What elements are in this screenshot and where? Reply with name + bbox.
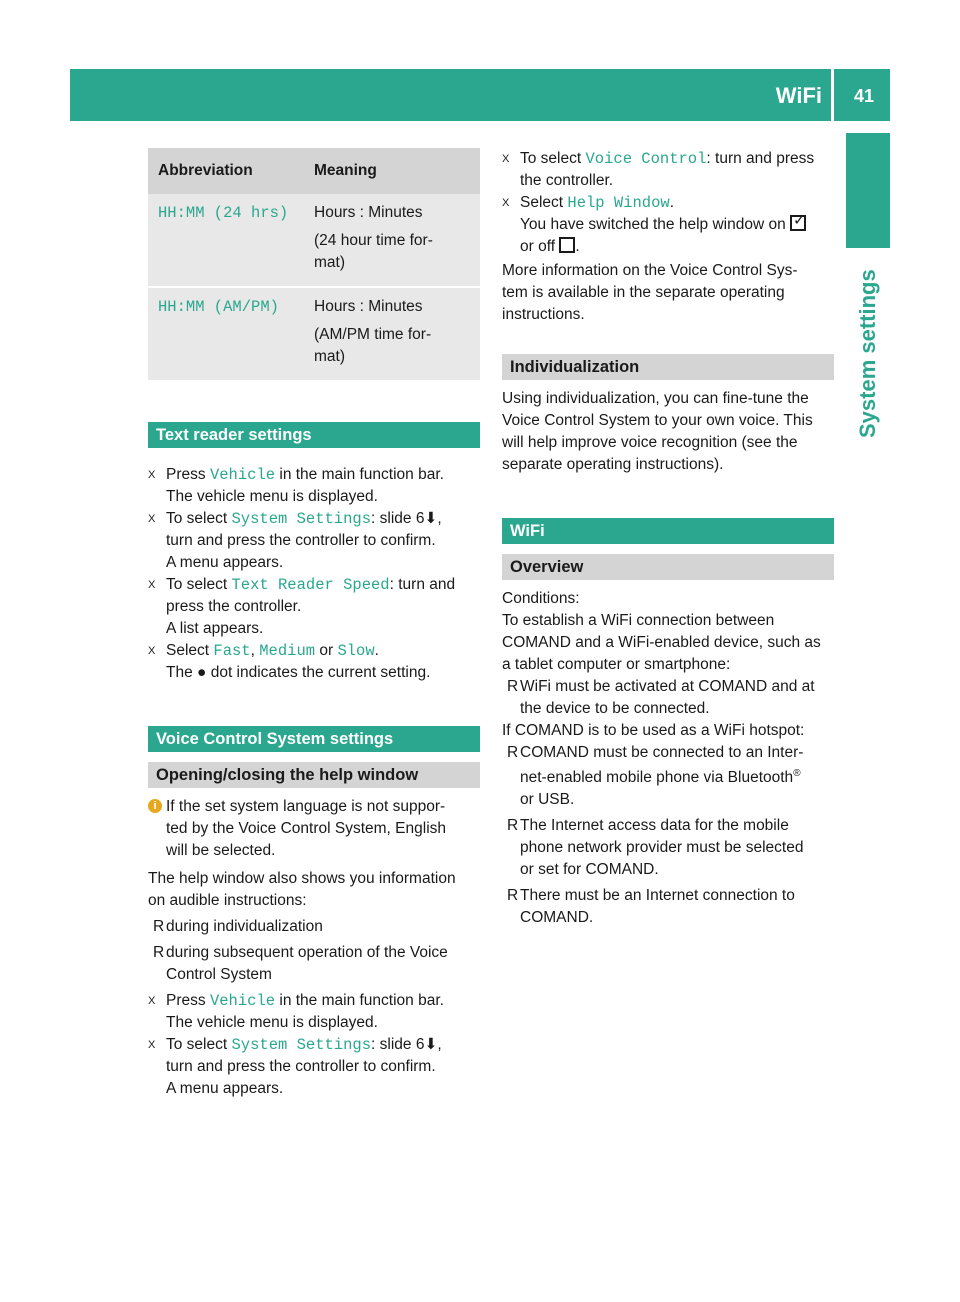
paragraph: To establish a WiFi connection between xyxy=(502,612,775,629)
step-item: X To select Voice Control: turn and press the controller. xyxy=(502,150,815,189)
meaning-line: Hours : Minutes xyxy=(314,204,423,221)
list-item: R COMAND must be connected to an Inter- net-enabled mobile phone via Bluetooth® or USB. xyxy=(507,744,804,808)
step-item: X To select System Settings: slide 6⬇, turn and press the controller to confirm. A menu appears. xyxy=(148,1036,442,1097)
step-arrow-icon: X xyxy=(502,153,510,165)
step-item: X Select Fast, Medium or Slow. The ● dot indicates the current setting. xyxy=(148,642,431,681)
bullet-icon: R xyxy=(507,678,519,695)
checkbox-unchecked-icon xyxy=(559,237,575,253)
option-slow: Slow xyxy=(337,642,375,660)
list-item: R during subsequent operation of the Voice Control System xyxy=(153,944,448,983)
menu-code-vehicle: Vehicle xyxy=(209,992,276,1010)
list-item: R There must be an Internet connection to COMAND. xyxy=(507,887,795,926)
paragraph: a tablet computer or smartphone: xyxy=(502,656,731,673)
table-row xyxy=(148,287,480,380)
step-arrow-icon: X xyxy=(148,645,156,657)
step-item: X To select System Settings: slide 6⬇, turn and press the controller to confirm. A menu appears. xyxy=(148,510,442,571)
step-item: X Select Help Window. You have switched the help window on ✓ or off . xyxy=(502,192,834,258)
meaning-line: (AM/PM time for- xyxy=(314,326,432,343)
bullet-icon: R xyxy=(153,944,165,961)
paragraph: instructions. xyxy=(502,306,585,323)
menu-code-help-window: Help Window xyxy=(567,194,670,212)
controller-slide-icon: 6⬇, xyxy=(415,1036,442,1053)
list-item: R The Internet access data for the mobile phone network provider must be selected or set for COMAND. xyxy=(507,817,804,878)
checkbox-checked-icon xyxy=(790,215,806,231)
left-column xyxy=(148,148,480,1100)
bullet-icon: R xyxy=(507,744,519,761)
section-heading-wifi: WiFi xyxy=(502,518,834,544)
abbr-code: HH:MM (AM/PM) xyxy=(158,298,279,316)
paragraph: If COMAND is to be used as a WiFi hotspot: xyxy=(502,722,805,739)
paragraph: Using individualization, you can fine-tune the xyxy=(502,390,809,407)
page-title: WiFi xyxy=(775,83,822,108)
controller-slide-icon: 6⬇, xyxy=(415,510,442,527)
step-arrow-icon: X xyxy=(148,469,156,481)
page-header-bar xyxy=(70,69,890,121)
step-item: X To select Text Reader Speed: turn and press the controller. A list appears. xyxy=(148,576,456,637)
step-arrow-icon: X xyxy=(148,995,156,1007)
step-arrow-icon: X xyxy=(502,197,510,209)
bullet-icon: R xyxy=(153,918,165,935)
paragraph: The help window also shows you information xyxy=(148,870,456,887)
meaning-line: (24 hour time for- xyxy=(314,232,433,249)
step-arrow-icon: X xyxy=(148,1039,156,1051)
menu-code-system-settings: System Settings xyxy=(231,510,372,528)
bullet-icon: R xyxy=(507,817,519,834)
side-tab-block xyxy=(846,133,890,248)
abbreviation-table xyxy=(148,148,480,380)
list-item: R during individualization xyxy=(148,916,480,938)
side-tab-label: System settings xyxy=(855,269,880,438)
menu-code-voice-control: Voice Control xyxy=(585,150,707,168)
paragraph: Conditions: xyxy=(502,590,580,607)
header-separator xyxy=(831,69,834,121)
table-row xyxy=(148,194,480,287)
info-note: i If the set system language is not suppor- ted by the Voice Control System, English will be selected. xyxy=(148,796,480,862)
info-icon: i xyxy=(148,799,162,813)
abbr-code: HH:MM (24 hrs) xyxy=(158,204,289,222)
step-arrow-icon: X xyxy=(148,513,156,525)
paragraph: tem is available in the separate operating xyxy=(502,284,785,301)
paragraph: will help improve voice recognition (see the xyxy=(502,434,798,451)
menu-code-vehicle: Vehicle xyxy=(209,466,276,484)
paragraph: separate operating instructions). xyxy=(502,456,724,473)
selected-dot-icon: ● xyxy=(197,664,207,681)
registered-mark: ® xyxy=(793,767,801,779)
table-header-meaning: Meaning xyxy=(304,148,480,194)
option-fast: Fast xyxy=(213,642,251,660)
step-item: X Press Vehicle in the main function bar. The vehicle menu is displayed. xyxy=(148,466,444,505)
paragraph: on audible instructions: xyxy=(148,892,307,909)
meaning-line: mat) xyxy=(314,254,345,271)
section-heading-text-reader: Text reader settings xyxy=(148,422,480,448)
page-number: 41 xyxy=(853,86,874,106)
step-arrow-icon: X xyxy=(148,579,156,591)
list-item: R WiFi must be activated at COMAND and at the device to be connected. xyxy=(507,678,815,717)
subsection-heading-individualization: Individualization xyxy=(502,354,834,380)
paragraph: Voice Control System to your own voice. This xyxy=(502,412,813,429)
step-item: X Press Vehicle in the main function bar. The vehicle menu is displayed. xyxy=(148,992,444,1031)
paragraph: COMAND and a WiFi-enabled device, such as xyxy=(502,634,821,651)
section-heading-voice-control: Voice Control System settings xyxy=(148,726,480,752)
meaning-line: Hours : Minutes xyxy=(314,298,423,315)
menu-code-text-reader-speed: Text Reader Speed xyxy=(231,576,390,594)
option-medium: Medium xyxy=(259,642,316,660)
right-column xyxy=(502,148,834,929)
subsection-heading-help-window: Opening/closing the help window xyxy=(148,762,480,788)
subsection-heading-overview: Overview xyxy=(502,554,834,580)
bullet-icon: R xyxy=(507,887,519,904)
meaning-line: mat) xyxy=(314,348,345,365)
paragraph: More information on the Voice Control Sys- xyxy=(502,262,798,279)
menu-code-system-settings: System Settings xyxy=(231,1036,372,1054)
table-header-abbreviation: Abbreviation xyxy=(148,148,304,194)
